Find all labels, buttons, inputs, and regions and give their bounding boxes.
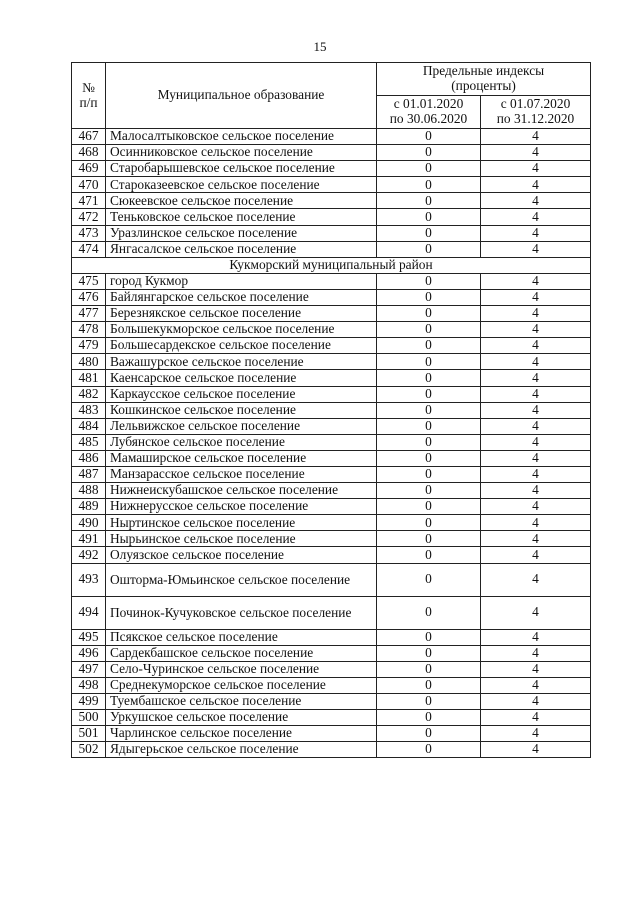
index-period-2: 4 — [481, 145, 591, 161]
table-row — [72, 629, 591, 645]
index-period-2: 4 — [481, 596, 591, 629]
index-period-2: 4 — [481, 386, 591, 402]
section-1-rows — [72, 129, 591, 258]
index-period-2: 4 — [481, 354, 591, 370]
table-row — [72, 742, 591, 758]
table-row — [72, 450, 591, 466]
header-indices — [377, 63, 591, 96]
index-period-1: 0 — [377, 661, 481, 677]
index-period-2: 4 — [481, 402, 591, 418]
index-period-1: 0 — [377, 289, 481, 305]
municipality-name: Ошторма-Юмьинское сельское поселение — [106, 563, 377, 596]
table-row — [72, 483, 591, 499]
table-row — [72, 241, 591, 257]
row-number: 480 — [72, 354, 106, 370]
header-indices-title: Предельные индексы — [422, 63, 545, 79]
table-row — [72, 145, 591, 161]
table-row — [72, 499, 591, 515]
header-period-2 — [481, 96, 591, 129]
header-period-2-from: с 01.07.2020 — [500, 96, 571, 112]
table-row — [72, 322, 591, 338]
municipality-name: Олуязское сельское поселение — [106, 547, 377, 563]
index-period-2: 4 — [481, 531, 591, 547]
row-number: 490 — [72, 515, 106, 531]
table-row — [72, 209, 591, 225]
municipality-name: Сардекбашское сельское поселение — [106, 645, 377, 661]
index-period-1: 0 — [377, 531, 481, 547]
header-period-1-from: с 01.01.2020 — [393, 96, 464, 112]
municipality-name: Янгасалское сельское поселение — [106, 241, 377, 257]
district-section — [72, 257, 591, 273]
index-period-1: 0 — [377, 596, 481, 629]
row-number: 501 — [72, 726, 106, 742]
index-period-2: 4 — [481, 515, 591, 531]
index-period-2: 4 — [481, 338, 591, 354]
index-period-1: 0 — [377, 322, 481, 338]
municipality-name: Ядыгерьское сельское поселение — [106, 742, 377, 758]
index-period-2: 4 — [481, 710, 591, 726]
index-period-2: 4 — [481, 193, 591, 209]
index-period-1: 0 — [377, 402, 481, 418]
table-row — [72, 273, 591, 289]
index-period-2: 4 — [481, 434, 591, 450]
municipality-name: Починок-Кучуковское сельское поселение — [106, 596, 377, 629]
row-number: 498 — [72, 677, 106, 693]
index-period-1: 0 — [377, 338, 481, 354]
table-row — [72, 563, 591, 596]
district-title: Кукморский муниципальный район — [72, 257, 591, 273]
municipality-name: Ныртинское сельское поселение — [106, 515, 377, 531]
row-number: 489 — [72, 499, 106, 515]
row-number: 484 — [72, 418, 106, 434]
table-row — [72, 289, 591, 305]
municipality-name: Каркаусское сельское поселение — [106, 386, 377, 402]
index-period-1: 0 — [377, 742, 481, 758]
row-number: 468 — [72, 145, 106, 161]
municipality-name: Староказеевское сельское поселение — [106, 177, 377, 193]
row-number: 495 — [72, 629, 106, 645]
page-number: 15 — [313, 39, 327, 54]
table-row — [72, 596, 591, 629]
row-number: 482 — [72, 386, 106, 402]
municipality-name: город Кукмор — [106, 273, 377, 289]
table-row — [72, 661, 591, 677]
municipality-name: Теньковское сельское поселение — [106, 209, 377, 225]
row-number: 488 — [72, 483, 106, 499]
district-row — [72, 257, 591, 273]
table-row — [72, 434, 591, 450]
municipality-name: Лубянское сельское поселение — [106, 434, 377, 450]
index-period-2: 4 — [481, 289, 591, 305]
header-period-1-to: по 30.06.2020 — [389, 111, 468, 126]
index-period-1: 0 — [377, 563, 481, 596]
index-period-1: 0 — [377, 209, 481, 225]
row-number: 491 — [72, 531, 106, 547]
header-period-2-to: по 31.12.2020 — [496, 111, 575, 126]
index-period-1: 0 — [377, 193, 481, 209]
table-row — [72, 338, 591, 354]
table-row — [72, 193, 591, 209]
municipality-name: Лельвижское сельское поселение — [106, 418, 377, 434]
table-row — [72, 129, 591, 145]
municipality-name: Нижнеискубашское сельское поселение — [106, 483, 377, 499]
index-period-1: 0 — [377, 483, 481, 499]
row-number: 500 — [72, 710, 106, 726]
index-period-1: 0 — [377, 354, 481, 370]
municipality-name: Малосалтыковское сельское поселение — [106, 129, 377, 145]
municipality-name: Березнякское сельское поселение — [106, 306, 377, 322]
municipality-name: Осинниковское сельское поселение — [106, 145, 377, 161]
table-row — [72, 677, 591, 693]
municipality-name: Кошкинское сельское поселение — [106, 402, 377, 418]
index-period-1: 0 — [377, 677, 481, 693]
index-period-1: 0 — [377, 273, 481, 289]
index-period-2: 4 — [481, 629, 591, 645]
row-number: 478 — [72, 322, 106, 338]
row-number: 485 — [72, 434, 106, 450]
index-period-2: 4 — [481, 645, 591, 661]
index-period-2: 4 — [481, 209, 591, 225]
index-period-1: 0 — [377, 370, 481, 386]
row-number: 497 — [72, 661, 106, 677]
index-period-1: 0 — [377, 515, 481, 531]
municipality-name: Село-Чуринское сельское поселение — [106, 661, 377, 677]
index-period-2: 4 — [481, 677, 591, 693]
index-period-1: 0 — [377, 499, 481, 515]
row-number: 479 — [72, 338, 106, 354]
table-row — [72, 645, 591, 661]
municipality-name: Псякское сельское поселение — [106, 629, 377, 645]
row-number: 473 — [72, 225, 106, 241]
row-number: 486 — [72, 450, 106, 466]
header-number — [72, 63, 106, 129]
row-number: 474 — [72, 241, 106, 257]
index-period-1: 0 — [377, 450, 481, 466]
municipality-name: Нырьинское сельское поселение — [106, 531, 377, 547]
header-number-sign: № — [82, 79, 95, 95]
table-row — [72, 515, 591, 531]
index-period-2: 4 — [481, 499, 591, 515]
index-period-2: 4 — [481, 177, 591, 193]
section-2-rows — [72, 273, 591, 757]
index-period-1: 0 — [377, 418, 481, 434]
row-number: 493 — [72, 563, 106, 596]
index-period-2: 4 — [481, 322, 591, 338]
index-period-2: 4 — [481, 563, 591, 596]
row-number: 470 — [72, 177, 106, 193]
index-period-1: 0 — [377, 726, 481, 742]
header-number-abbr: п/п — [79, 94, 98, 110]
municipality-name: Нижнерусское сельское поселение — [106, 499, 377, 515]
index-period-1: 0 — [377, 177, 481, 193]
row-number: 483 — [72, 402, 106, 418]
row-number: 499 — [72, 693, 106, 709]
table-row — [72, 531, 591, 547]
index-period-2: 4 — [481, 742, 591, 758]
index-period-2: 4 — [481, 466, 591, 482]
row-number: 496 — [72, 645, 106, 661]
index-period-1: 0 — [377, 225, 481, 241]
index-period-2: 4 — [481, 726, 591, 742]
indices-table — [71, 62, 591, 758]
index-period-2: 4 — [481, 370, 591, 386]
municipality-name: Туембашское сельское поселение — [106, 693, 377, 709]
index-period-1: 0 — [377, 629, 481, 645]
row-number: 487 — [72, 466, 106, 482]
index-period-2: 4 — [481, 483, 591, 499]
table-row — [72, 726, 591, 742]
index-period-1: 0 — [377, 386, 481, 402]
index-period-1: 0 — [377, 466, 481, 482]
row-number: 471 — [72, 193, 106, 209]
header-indices-unit: (проценты) — [451, 78, 516, 93]
table-row — [72, 402, 591, 418]
index-period-1: 0 — [377, 693, 481, 709]
table-row — [72, 354, 591, 370]
index-period-1: 0 — [377, 129, 481, 145]
index-period-2: 4 — [481, 161, 591, 177]
municipality-name: Байлянгарское сельское поселение — [106, 289, 377, 305]
municipality-name: Среднекуморское сельское поселение — [106, 677, 377, 693]
index-period-2: 4 — [481, 547, 591, 563]
row-number: 476 — [72, 289, 106, 305]
row-number: 472 — [72, 209, 106, 225]
municipality-name: Манзарасское сельское поселение — [106, 466, 377, 482]
table-row — [72, 177, 591, 193]
index-period-1: 0 — [377, 710, 481, 726]
index-period-2: 4 — [481, 450, 591, 466]
index-period-2: 4 — [481, 241, 591, 257]
row-number: 469 — [72, 161, 106, 177]
table-row — [72, 547, 591, 563]
index-period-2: 4 — [481, 693, 591, 709]
municipality-name: Важашурское сельское поселение — [106, 354, 377, 370]
row-number: 481 — [72, 370, 106, 386]
municipality-name: Большекукморское сельское поселение — [106, 322, 377, 338]
table-row — [72, 306, 591, 322]
header-period-1 — [377, 96, 481, 129]
index-period-1: 0 — [377, 161, 481, 177]
index-period-2: 4 — [481, 273, 591, 289]
table-row — [72, 161, 591, 177]
table-row — [72, 418, 591, 434]
index-period-1: 0 — [377, 241, 481, 257]
municipality-name: Мамаширское сельское поселение — [106, 450, 377, 466]
row-number: 492 — [72, 547, 106, 563]
row-number: 494 — [72, 596, 106, 629]
municipality-name: Уркушское сельское поселение — [106, 710, 377, 726]
table-row — [72, 225, 591, 241]
municipality-name: Каенсарское сельское поселение — [106, 370, 377, 386]
index-period-2: 4 — [481, 306, 591, 322]
table-row — [72, 386, 591, 402]
table-row — [72, 466, 591, 482]
row-number: 475 — [72, 273, 106, 289]
municipality-name: Старобарышевское сельское поселение — [106, 161, 377, 177]
index-period-1: 0 — [377, 434, 481, 450]
table-header — [72, 63, 591, 129]
index-period-1: 0 — [377, 306, 481, 322]
municipality-name: Уразлинское сельское поселение — [106, 225, 377, 241]
index-period-1: 0 — [377, 645, 481, 661]
municipality-name: Сюкеевское сельское поселение — [106, 193, 377, 209]
municipality-name: Чарлинское сельское поселение — [106, 726, 377, 742]
row-number: 467 — [72, 129, 106, 145]
table-row — [72, 370, 591, 386]
index-period-1: 0 — [377, 145, 481, 161]
table-row — [72, 693, 591, 709]
index-period-1: 0 — [377, 547, 481, 563]
index-period-2: 4 — [481, 661, 591, 677]
table-row — [72, 710, 591, 726]
index-period-2: 4 — [481, 418, 591, 434]
index-period-2: 4 — [481, 225, 591, 241]
municipality-name: Большесардекское сельское поселение — [106, 338, 377, 354]
index-period-2: 4 — [481, 129, 591, 145]
header-municipality: Муниципальное образование — [106, 63, 377, 129]
row-number: 477 — [72, 306, 106, 322]
row-number: 502 — [72, 742, 106, 758]
